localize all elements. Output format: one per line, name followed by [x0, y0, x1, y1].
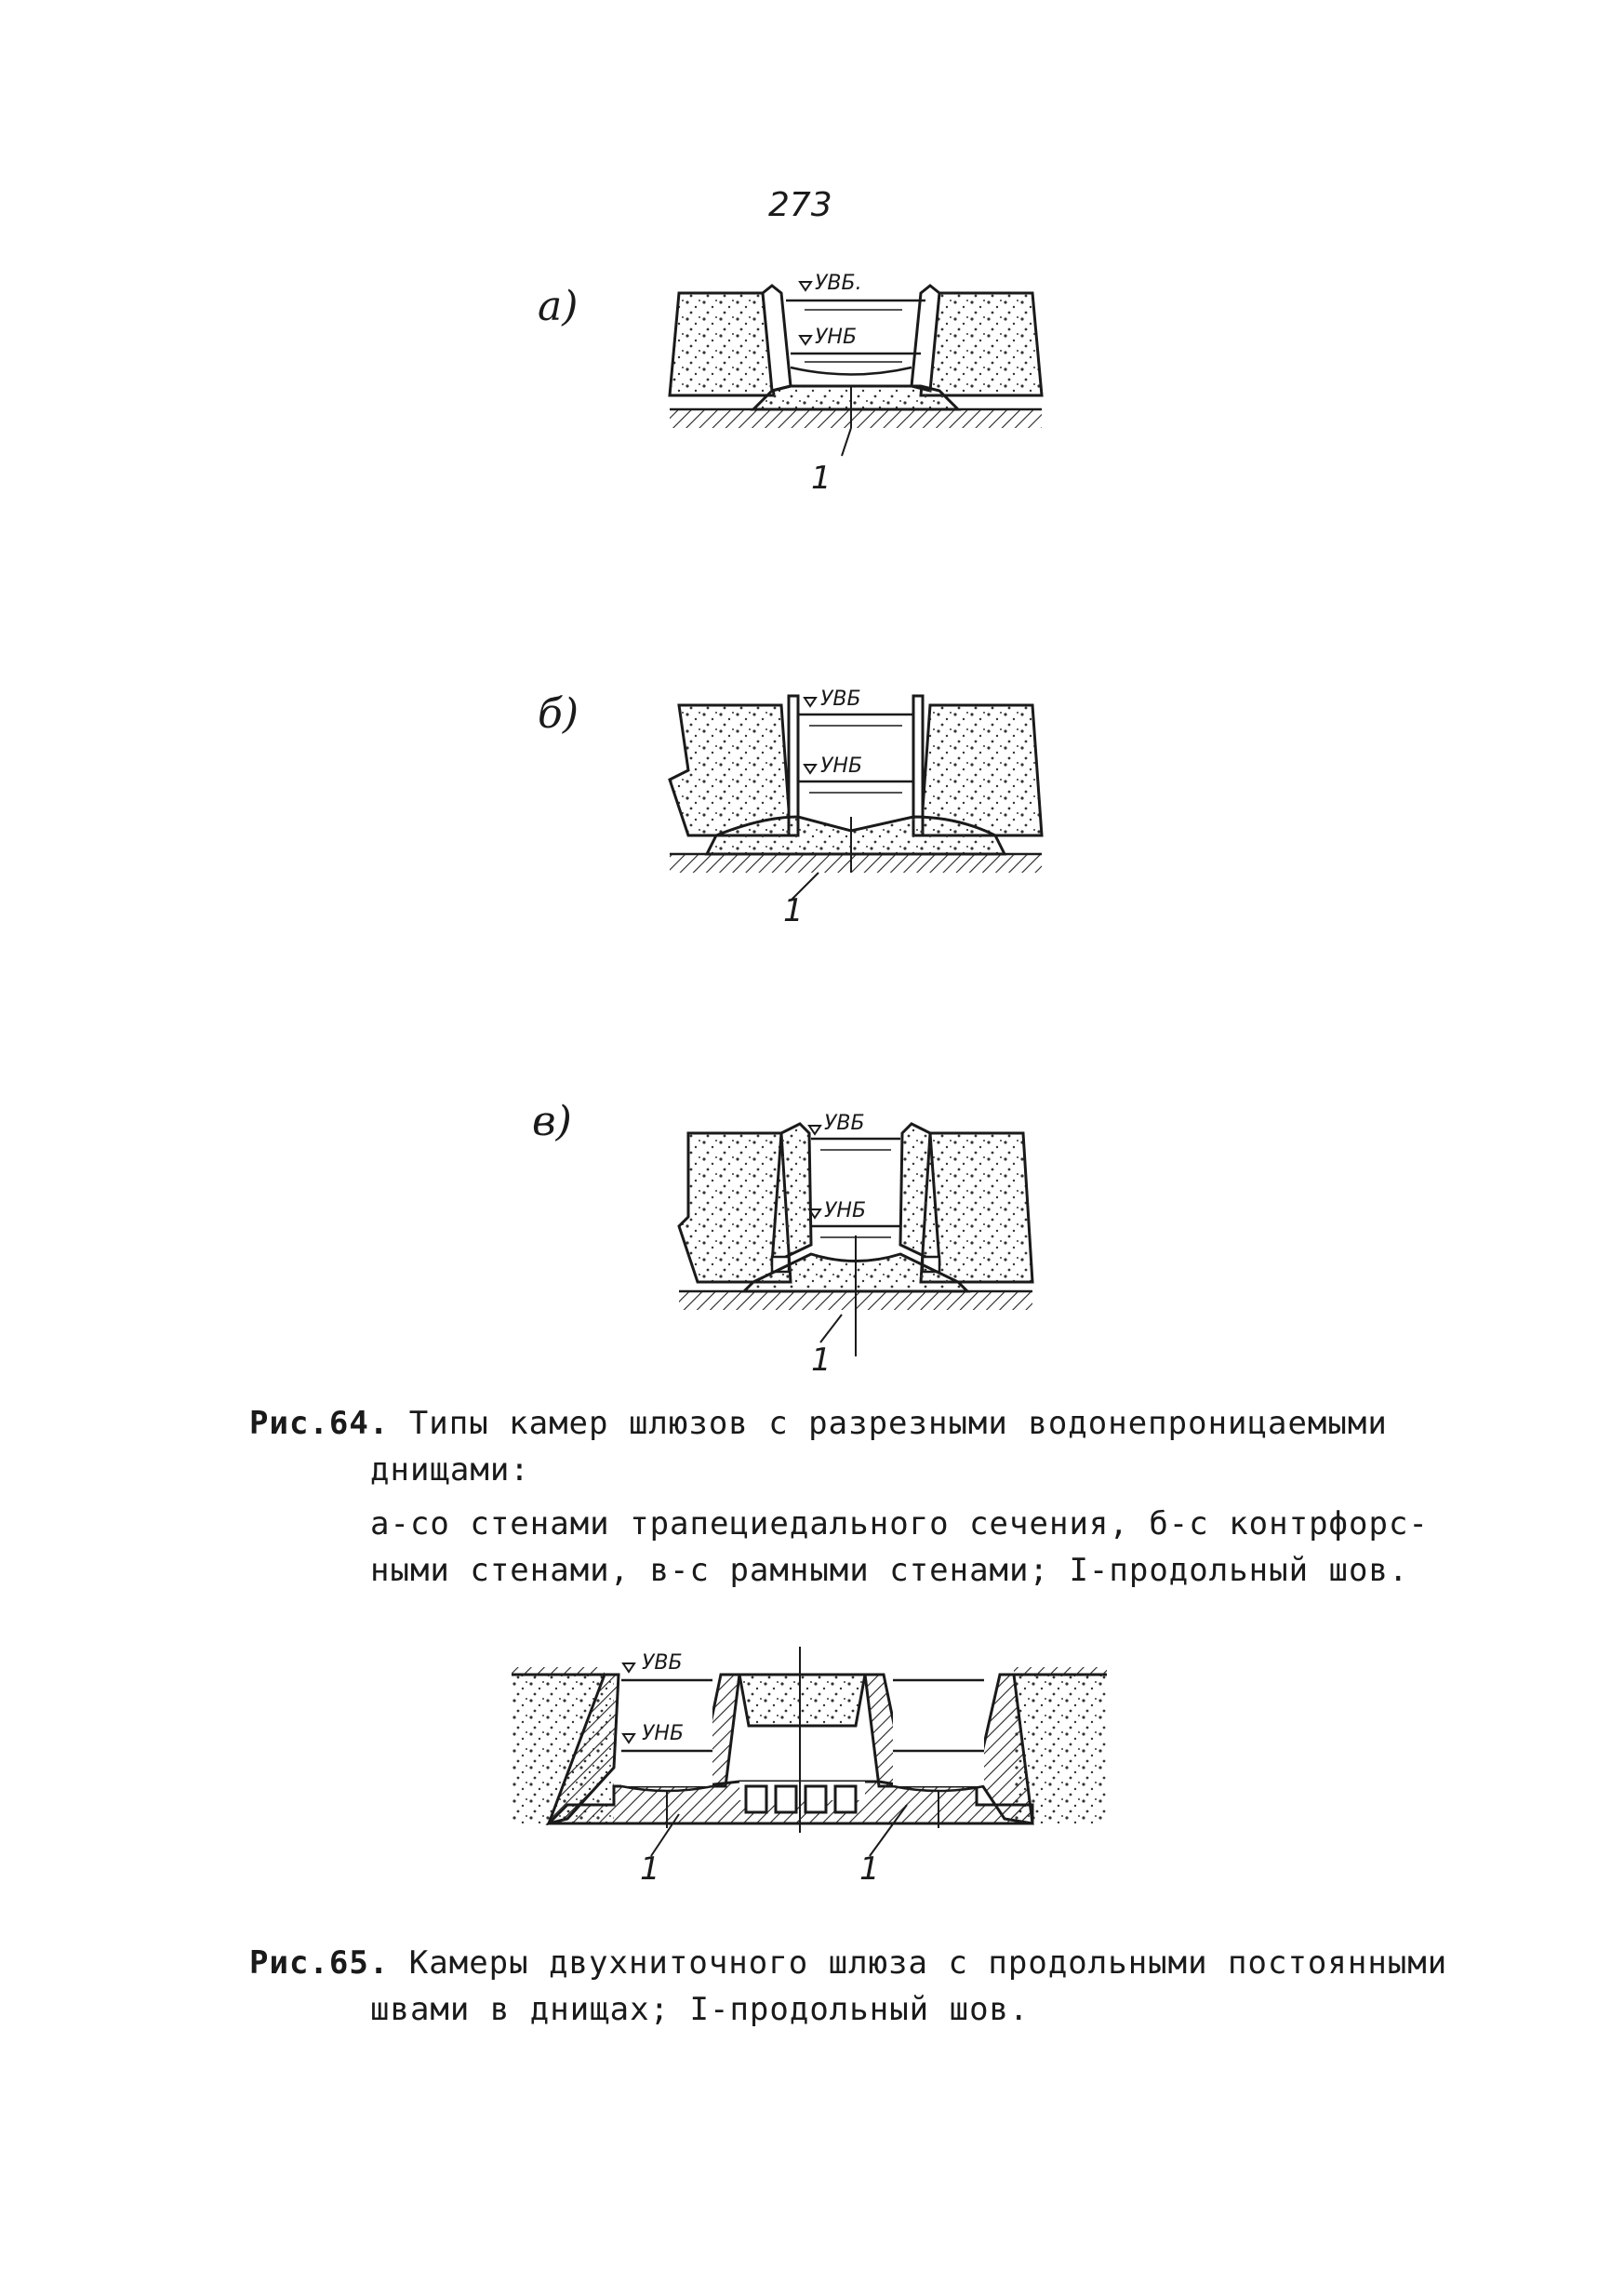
upper-water-level-label: УВБ [820, 688, 861, 711]
figure-64v-label: в) [532, 1098, 572, 1145]
caption-line: днищами: [370, 1451, 530, 1489]
caption-line: а-со стенами трапециедального сечения, б-с контрфорс- [370, 1505, 1429, 1542]
callout-number: 1 [811, 1342, 832, 1379]
figure-64v-drawing [651, 1105, 1060, 1384]
upper-water-level-label: УВБ. [815, 272, 862, 295]
figure-64-caption [249, 1400, 1429, 1594]
caption-lead: Рис.65. [249, 1944, 390, 1982]
callout-number: 1 [811, 460, 832, 497]
figure-65-drawing [512, 1647, 1107, 1898]
callout-number: 1 [783, 892, 804, 928]
figure-64b-label: б) [538, 690, 579, 738]
caption-line: ными стенами, в-с рамными стенами; I-продольный шов. [370, 1552, 1409, 1589]
lower-water-level-label: УНБ [824, 1199, 867, 1222]
figure-65-caption [249, 1940, 1447, 2033]
lower-water-level-label: УНБ [815, 326, 858, 349]
lower-water-level-label: УНБ [820, 754, 863, 778]
figure-64a-label: а) [538, 283, 579, 330]
figure-64a-drawing [651, 265, 1060, 498]
figure-64b-drawing [651, 677, 1060, 928]
upper-water-level-label: УВБ [642, 1651, 683, 1675]
lower-water-level-label: УНБ [642, 1722, 685, 1745]
caption-lead: Рис.64. [249, 1405, 390, 1442]
upper-water-level-label: УВБ [824, 1112, 865, 1135]
callout-number: 1 [640, 1850, 660, 1888]
caption-line: швами в днищах; I-продольный шов. [370, 1991, 1030, 2028]
page-number: 273 [768, 186, 832, 224]
caption-line: Камеры двухниточного шлюза с продольными постоянными [408, 1944, 1448, 1982]
callout-number: 1 [859, 1850, 880, 1888]
caption-line: Типы камер шлюзов с разрезными водонепроницаемыми [408, 1405, 1388, 1442]
